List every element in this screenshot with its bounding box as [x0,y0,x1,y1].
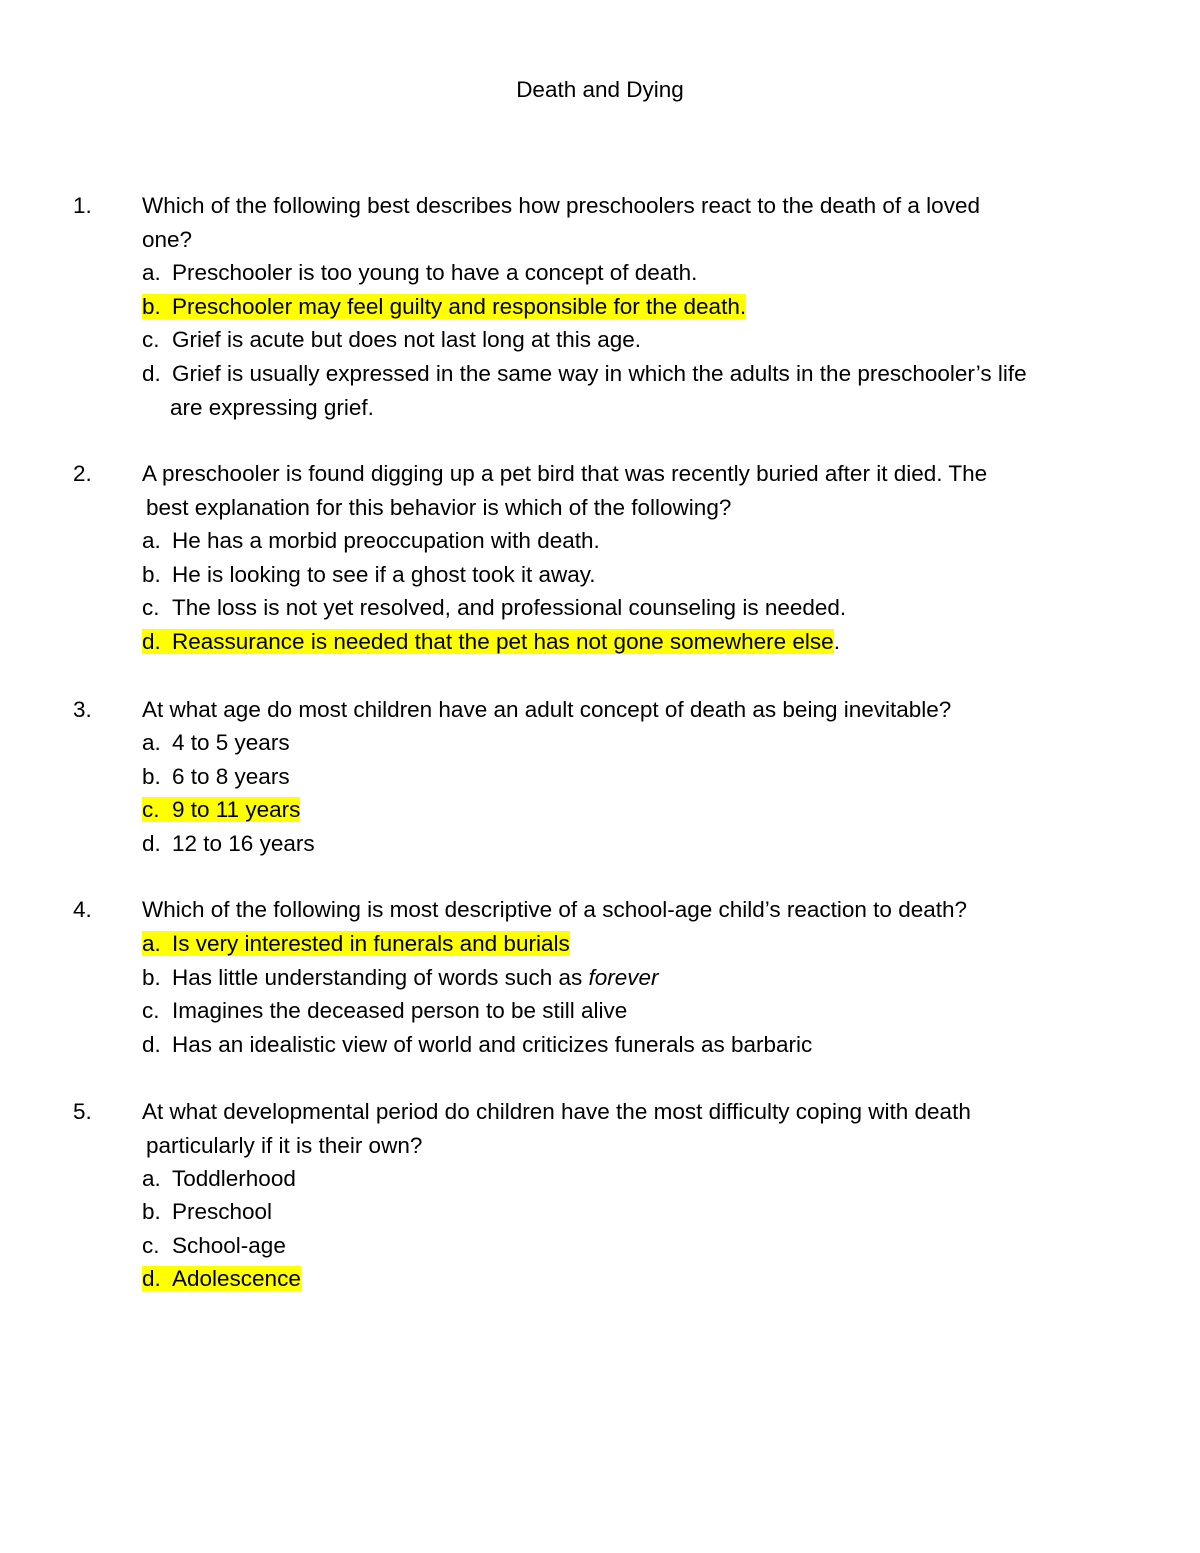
answer-highlight [142,1266,301,1291]
option-letter: c. [142,998,160,1023]
question-text-line: particularly if it is their own? [146,1132,423,1158]
option-letter: c. [142,1233,160,1258]
option-1b-correct [142,290,746,324]
question-number: 1. [73,193,92,218]
option-5c [142,1229,286,1263]
option-3d [142,827,315,861]
option-text: 9 to 11 years [172,797,301,822]
option-3a [142,726,290,760]
option-1d-continuation: are expressing grief. [170,395,374,420]
option-italic-word: forever [588,965,659,990]
option-text: Has an idealistic view of world and criticizes funerals as barbaric [172,1032,813,1057]
option-4a-correct [142,927,570,961]
option-letter: c. [142,595,160,620]
option-text: Is very interested in funerals and burials [172,931,570,956]
option-4d [142,1028,812,1062]
option-letter: a. [142,260,161,285]
option-text: Toddlerhood [172,1166,296,1191]
option-text: School-age [172,1233,286,1258]
question-text [142,693,1132,727]
option-1d [142,357,1027,391]
answer-highlight [142,797,300,822]
question-text [142,1095,1132,1162]
option-text: Grief is acute but does not last long at this age. [172,327,642,352]
option-text: 6 to 8 years [172,764,290,789]
option-letter: b. [142,764,161,789]
option-text: Adolescence [172,1266,301,1291]
option-letter: c. [142,327,160,352]
option-letter: d. [142,831,161,856]
option-letter: a. [142,730,161,755]
page-title: Death and Dying [516,77,684,102]
option-trailing-period: . [833,629,840,654]
question-number: 3. [73,697,92,722]
option-1c [142,323,641,357]
option-5a [142,1162,296,1196]
question-text [142,893,1132,927]
question-text-line: one? [142,226,193,252]
option-letter: d. [142,1266,161,1291]
option-text: He is looking to see if a ghost took it away. [172,562,596,587]
option-letter: a. [142,931,161,956]
option-2b [142,558,596,592]
option-text: 4 to 5 years [172,730,290,755]
option-4b [142,961,659,995]
option-5d-correct [142,1262,301,1296]
option-text: Preschooler may feel guilty and responsible for the death. [172,294,747,319]
question-text-line: At what age do most children have an adult concept of death as being inevitable? [142,697,952,722]
option-text: Grief is usually expressed in the same way in which the adults in the preschooler’s life [172,361,1027,386]
question-text [142,189,1132,256]
answer-highlight [142,931,570,956]
question-text-line: Which of the following is most descriptive of a school-age child’s reaction to death? [142,897,968,922]
option-3c-correct [142,793,300,827]
option-text: 12 to 16 years [172,831,315,856]
question-text [142,457,1132,524]
question-number: 5. [73,1099,92,1124]
option-4c [142,994,627,1028]
option-3b [142,760,290,794]
option-1a [142,256,697,290]
question-text-line: At what developmental period do children have the most difficulty coping with death [142,1099,971,1124]
question-text-line: best explanation for this behavior is which of the following? [146,494,732,520]
option-text: Reassurance is needed that the pet has not gone somewhere else [172,629,834,654]
option-letter: a. [142,528,161,553]
option-2a [142,524,600,558]
option-letter: d. [142,361,161,386]
option-letter: b. [142,562,161,587]
question-text-line: A preschooler is found digging up a pet bird that was recently buried after it died. The [142,461,988,486]
answer-highlight [142,294,746,319]
question-text-line: Which of the following best describes how preschoolers react to the death of a loved [142,193,980,218]
option-2d-correct [142,625,840,659]
question-number: 2. [73,461,92,486]
option-letter: b. [142,965,161,990]
option-text: Has little understanding of words such as [172,965,589,990]
option-5b [142,1195,272,1229]
option-letter: d. [142,1032,161,1057]
option-letter: d. [142,629,161,654]
option-text: Preschooler is too young to have a concept of death. [172,260,698,285]
option-letter: b. [142,1199,161,1224]
option-letter: a. [142,1166,161,1191]
answer-highlight [142,629,834,654]
option-text: He has a morbid preoccupation with death. [172,528,600,553]
option-text: Preschool [172,1199,273,1224]
option-text: Imagines the deceased person to be still alive [172,998,628,1023]
option-letter: b. [142,294,161,319]
option-text: The loss is not yet resolved, and professional counseling is needed. [172,595,847,620]
question-number: 4. [73,897,92,922]
option-letter: c. [142,797,160,822]
option-2c [142,591,846,625]
